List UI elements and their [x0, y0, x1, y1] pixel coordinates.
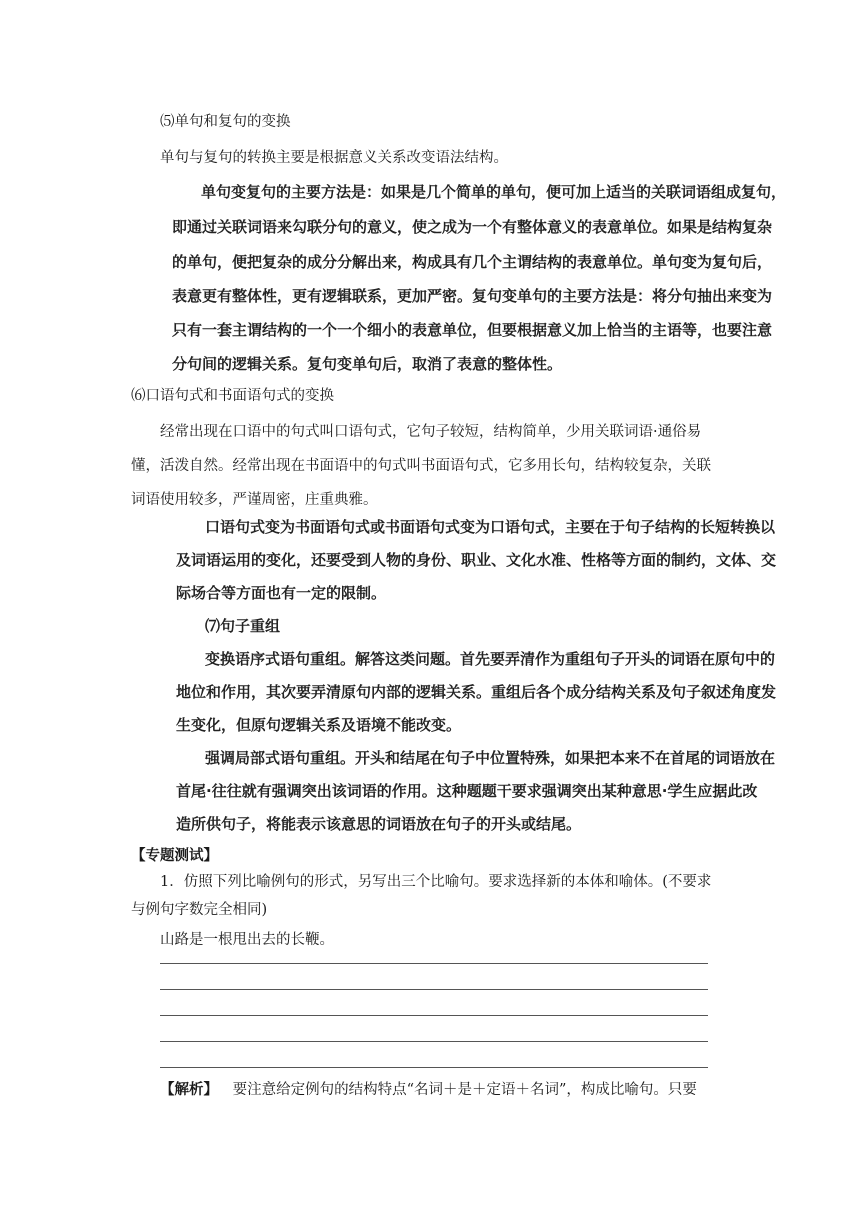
section6-block-line: 及词语运用的变化，还要受到人物的身份、职业、文化水准、性格等方面的制约，文体、交 — [176, 551, 777, 569]
answer-line[interactable] — [160, 1015, 708, 1016]
section7-para2-line: 造所供句子，将能表示该意思的词语放在句子的开头或结尾。 — [176, 815, 582, 833]
question-1-line: 与例句字数完全相同) — [131, 902, 268, 918]
section5-block-line: 只有一套主谓结构的一个一个细小的表意单位，但要根据意义加上恰当的主语等，也要注意 — [172, 321, 773, 339]
example-sentence: 山路是一根甩出去的长鞭。 — [160, 932, 334, 948]
section5-block-line: 即通过关联词语来勾联分句的意义，使之成为一个有整体意义的表意单位。如果是结构复杂 — [172, 218, 773, 236]
section7-para1-line: 地位和作用，其次要弄清原句内部的逻辑关系。重组后各个成分结构关系及句子叙述角度发 — [176, 683, 777, 701]
answer-line[interactable] — [160, 989, 708, 990]
section5-heading: ⑸单句和复句的变换 — [160, 114, 291, 130]
section5-intro: 单句与复句的转换主要是根据意义关系改变语法结构。 — [160, 150, 508, 166]
answer-line[interactable] — [160, 963, 708, 964]
section6-para-line: 经常出现在口语中的句式叫口语句式，它句子较短，结构简单，少用关联词语·通俗易 — [160, 424, 702, 440]
section6-heading: ⑹口语句式和书面语句式的变换 — [131, 388, 334, 404]
question-1-line: 1．仿照下列比喻例句的形式，另写出三个比喻句。要求选择新的本体和喻体。(不要求 — [160, 874, 712, 890]
section5-block-line: 单句变复句的主要方法是：如果是几个简单的单句，便可加上适当的关联词语组成复句， — [201, 183, 787, 201]
section7-heading: ⑺句子重组 — [205, 617, 281, 635]
section5-block-line: 的单句，便把复杂的成分分解出来，构成具有几个主谓结构的表意单位。单句变为复句后， — [172, 253, 773, 271]
section5-block-line: 表意更有整体性，更有逻辑联系，更加严密。复句变单句的主要方法是：将分句抽出来变为 — [172, 287, 773, 305]
section7-para2-line: 首尾·往往就有强调突出该词语的作用。这种题题干要求强调突出某种意思·学生应据此改 — [176, 782, 758, 800]
analysis-label: 【解析】 — [160, 1081, 218, 1098]
test-heading: 【专题测试】 — [131, 847, 218, 864]
answer-line[interactable] — [160, 1067, 708, 1068]
section5-block-line: 分句间的逻辑关系。复句变单句后，取消了表意的整体性。 — [172, 355, 563, 373]
section7-para1-line: 生变化，但原句逻辑关系及语境不能改变。 — [176, 716, 462, 734]
section6-para-line: 词语使用较多，严谨周密，庄重典雅。 — [131, 492, 378, 508]
section7-para1-line: 变换语序式语句重组。解答这类问题。首先要弄清作为重组句子开头的词语在原句中的 — [205, 650, 776, 668]
section6-block-line: 际场合等方面也有一定的限制。 — [176, 584, 387, 602]
answer-line[interactable] — [160, 1041, 708, 1042]
section7-para2-line: 强调局部式语句重组。开头和结尾在句子中位置特殊，如果把本来不在首尾的词语放在 — [205, 749, 776, 767]
section6-para-line: 懂，活泼自然。经常出现在书面语中的句式叫书面语句式，它多用长句，结构较复杂，关联 — [131, 458, 711, 474]
analysis-text: 要注意给定例句的结构特点“名词＋是＋定语＋名词”，构成比喻句。只要 — [232, 1082, 697, 1098]
section6-block-line: 口语句式变为书面语句式或书面语句式变为口语句式，主要在于句子结构的长短转换以 — [205, 518, 776, 536]
analysis-line — [160, 1076, 697, 1104]
